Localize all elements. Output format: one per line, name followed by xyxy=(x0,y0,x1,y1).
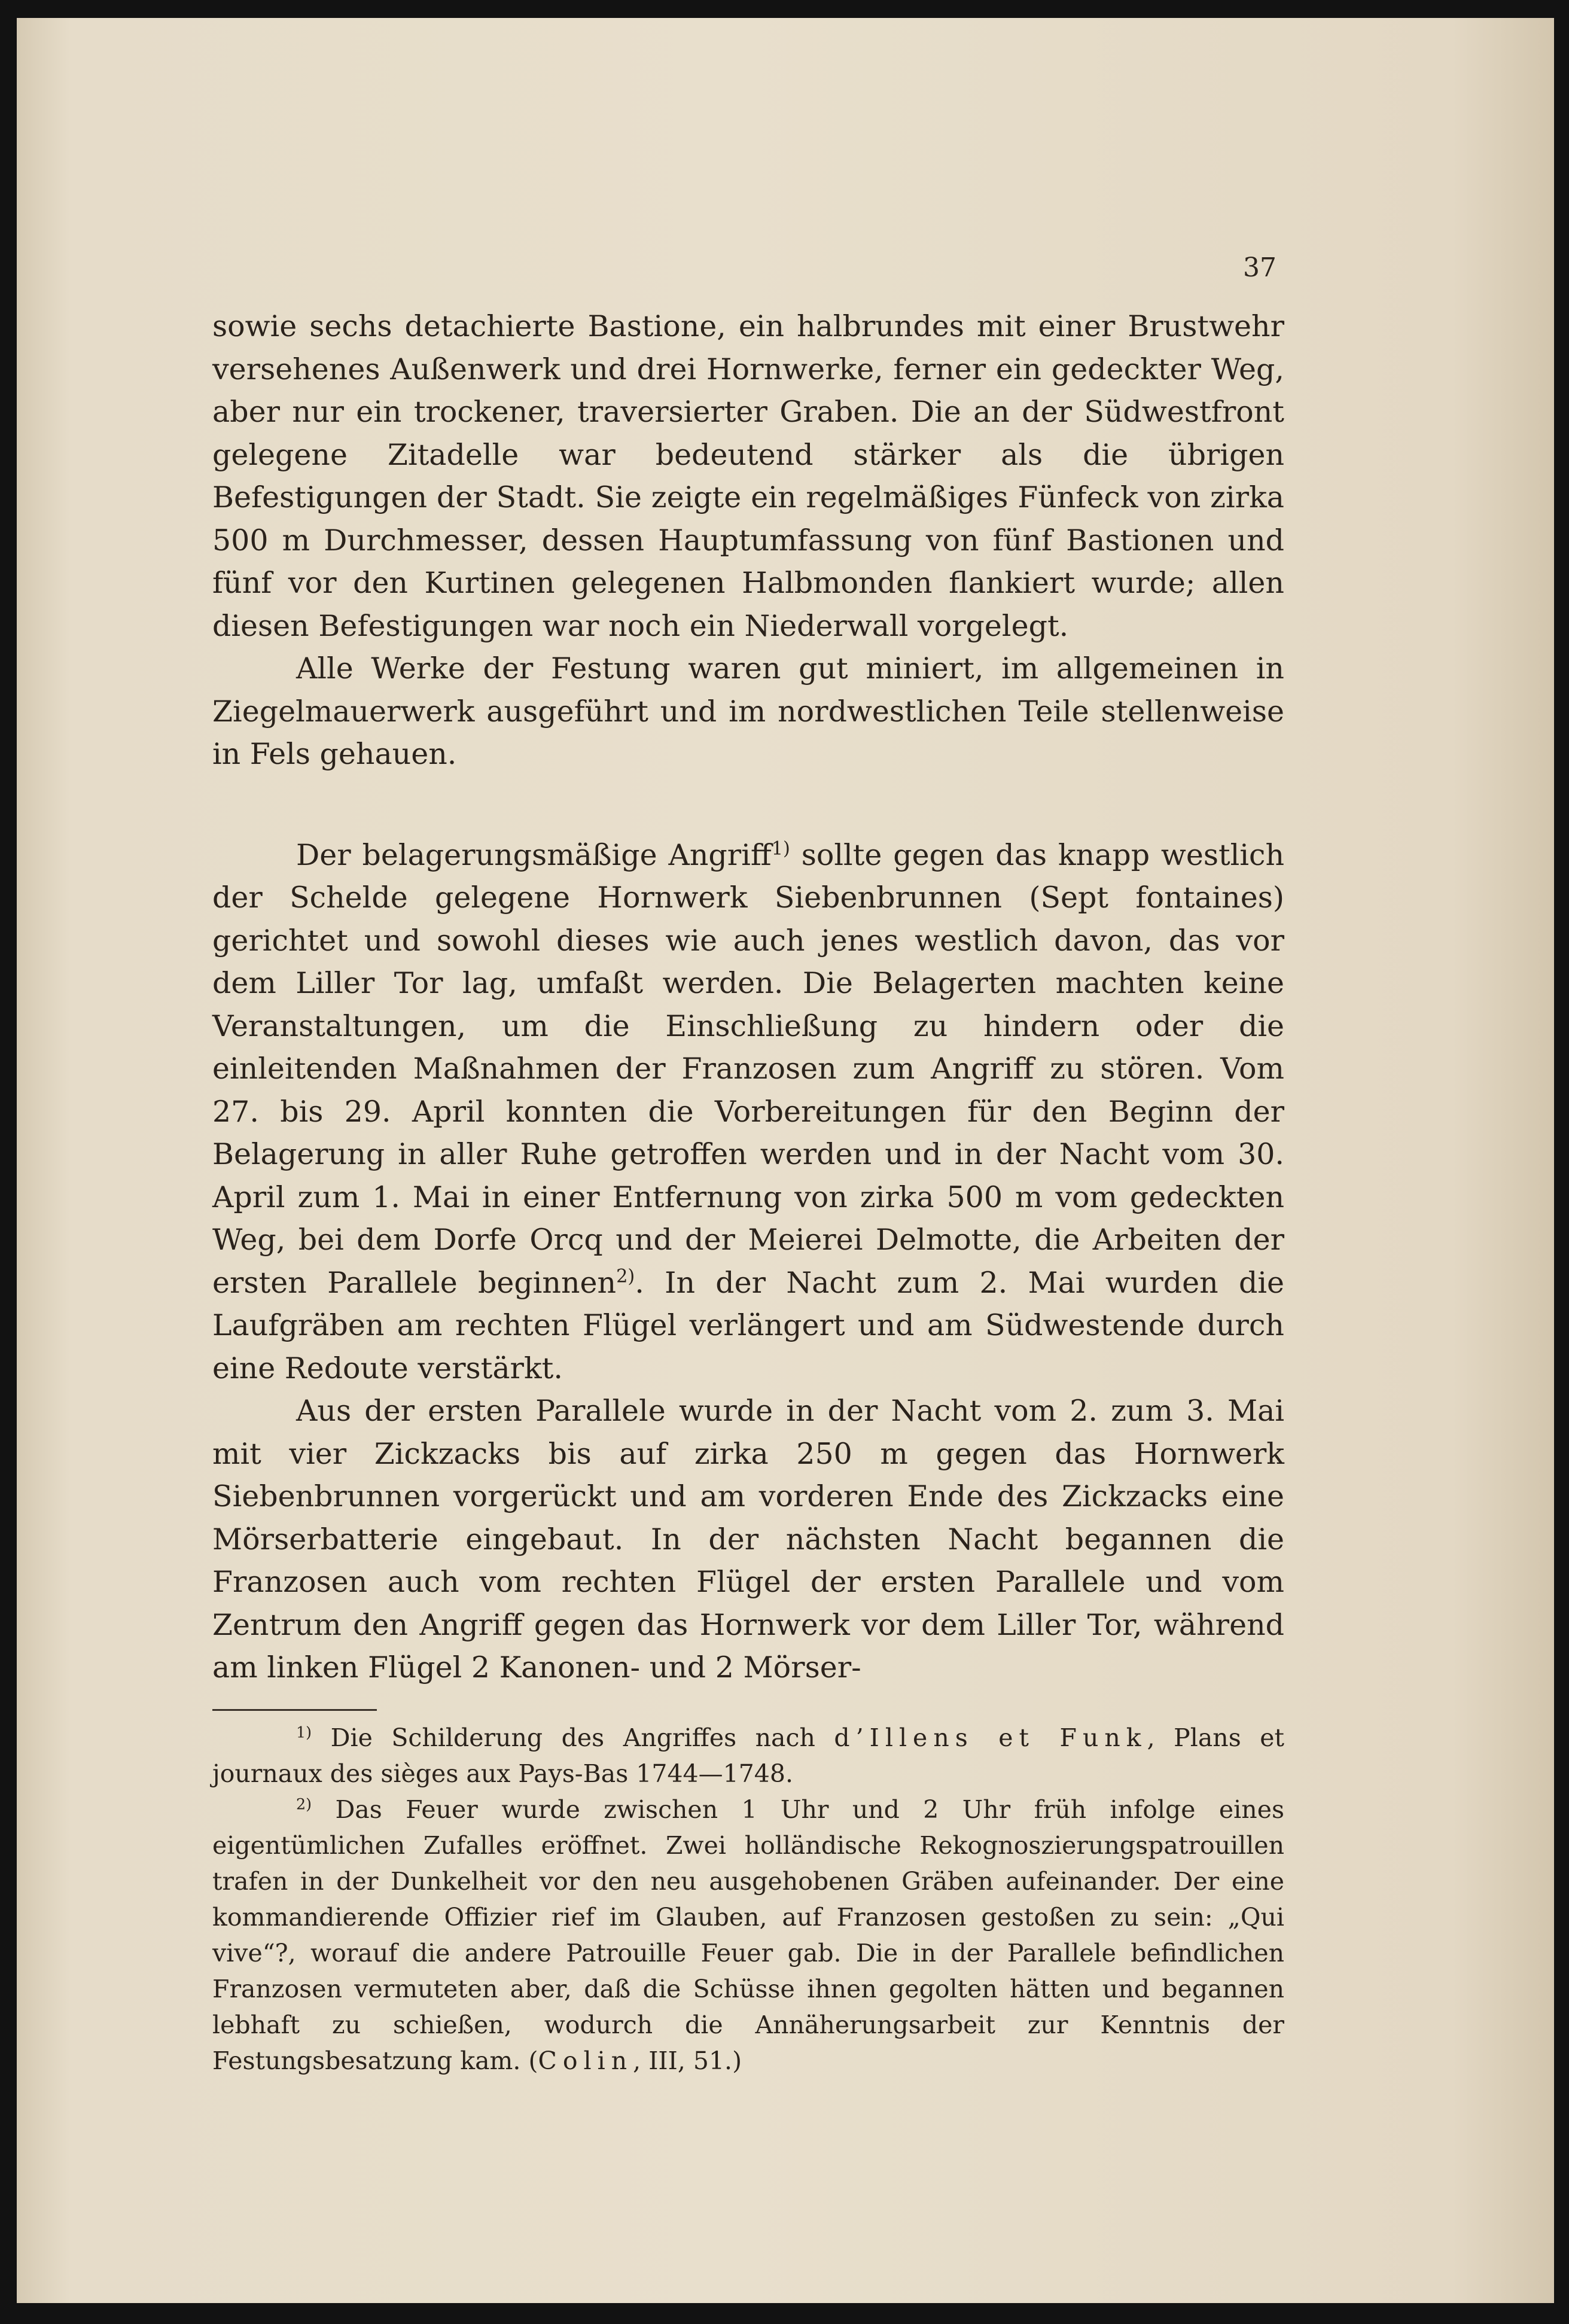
footnote-2 xyxy=(212,1792,1284,2079)
paragraph-1: sowie sechs detachierte Bastione, ein halbrundes mit einer Brustwehr versehenes Außenwerk und drei Hornwerke, ferner ein gedeckter Weg, aber nur ein trockener, traversierter Graben. Die an der Südwestfront gelegene Zitadelle war bedeutend stärker als die übrigen Befestigungen der Stadt. Sie zeigte ein regelmäßiges Fünfeck von zirka 500 m Durchmesser, dessen Hauptumfassung von fünf Bastionen und fünf vor den Kurtinen gelegenen Halbmonden flankiert wurde; allen diesen Befestigungen war noch ein Niederwall vorgelegt. xyxy=(212,309,1284,643)
footnote-divider xyxy=(212,1709,377,1711)
footnote-2-author: Colin xyxy=(538,2046,633,2075)
paragraph-3 xyxy=(212,834,1284,1390)
footnote-1-mark: 1) xyxy=(296,1722,312,1741)
page-number: 37 xyxy=(1243,252,1276,283)
book-page xyxy=(17,18,1554,2303)
text-block xyxy=(212,305,1284,2079)
paragraph-3-text-b: sollte gegen das knapp westlich der Schelde gelegene Hornwerk Siebenbrunnen (Sept fontaines) gerichtet und sowohl dieses wie auch jenes westlich davon, das vor dem Liller Tor lag, umfaßt werden. Die Belagerten machten keine Veranstaltungen, um die Einschließung zu hindern oder die einleitenden Maßnahmen der Franzosen zum Angriff zu stören. Vom 27. bis 29. April konnten die Vorbereitungen für den Beginn der Belagerung in aller Ruhe getroffen werden und in der Nacht vom 30. April zum 1. Mai in einer Entfernung von zirka 500 m vom gedeckten Weg, bei dem Dorfe Orcq und der Meierei Delmotte, die Arbeiten der ersten Parallele beginnen xyxy=(212,837,1285,1300)
footnotes xyxy=(212,1720,1284,2079)
paragraph-4: Aus der ersten Parallele wurde in der Nacht vom 2. zum 3. Mai mit vier Zickzacks bis auf zirka 250 m gegen das Hornwerk Siebenbrunnen vorgerückt und am vorderen Ende des Zickzacks eine Mörserbatterie eingebaut. In der nächsten Nacht begannen die Franzosen auch vom rechten Flügel der ersten Parallele und vom Zentrum den Angriff gegen das Hornwerk vor dem Liller Tor, während am linken Flügel 2 Kanonen- und 2 Mörser- xyxy=(212,1394,1284,1685)
footnote-2-text: Das Feuer wurde zwischen 1 Uhr und 2 Uhr früh infolge eines eigentümlichen Zufalles eröffnet. Zwei holländische Rekognoszierungspatrouillen trafen in der Dunkelheit vor den neu ausgehobenen Gräben aufeinander. Der eine kommandierende Offizier rief im Glauben, auf Franzosen gestoßen zu sein: „Qui vive“?, worauf die andere Patrouille Feuer gab. Die in der Parallele befindlichen Franzosen vermuteten aber, daß die Schüsse ihnen gegolten hätten und begannen lebhaft zu schießen, wodurch die Annäherungsarbeit zur Kenntnis der Festungsbesatzung kam. ( xyxy=(212,1795,1284,2075)
footnote-2-mark: 2) xyxy=(296,1794,312,1813)
footnote-1-text-a: Die Schilderung des Angriffes nach xyxy=(312,1723,834,1752)
footnote-ref-1: 1) xyxy=(771,838,790,860)
paragraph-3-text-c: . In der Nacht zum 2. Mai wurden die Laufgräben am rechten Flügel verlängert und am Südwestende durch eine Redoute verstärkt. xyxy=(212,1265,1284,1385)
footnote-1 xyxy=(212,1720,1284,1792)
footnote-2-text-end: , III, 51.) xyxy=(633,2046,742,2075)
paragraph-3-text-a: Der belagerungsmäßige Angriff xyxy=(296,837,772,872)
footnote-1-author: d’Illens et Funk xyxy=(834,1723,1147,1752)
footnote-ref-2: 2) xyxy=(616,1266,635,1287)
paragraph-2: Alle Werke der Festung waren gut miniert, im allgemeinen in Ziegelmauerwerk ausgeführt und im nordwestlichen Teile stellenweise in Fels gehauen. xyxy=(212,651,1284,771)
footnote-1-text-b: , Plans et journaux des sièges aux Pays-Bas 1744—1748. xyxy=(212,1723,1284,1788)
